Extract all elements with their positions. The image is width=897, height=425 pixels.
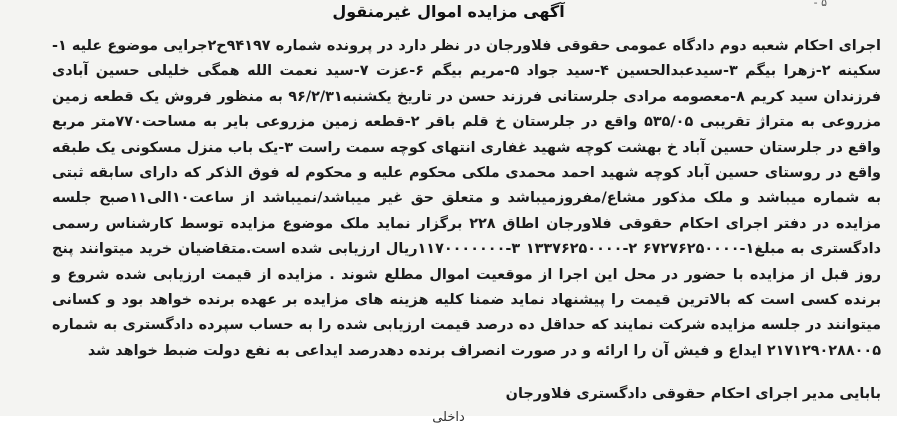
page-fragment-bottom: داخلی [432, 410, 465, 425]
page-fragment-top: - ۵ [813, 0, 827, 9]
notice-body-paragraph: اجرای احکام شعبه دوم دادگاه عمومی حقوقی فلاورجان در نظر دارد در پرونده شماره ۹۴۱۹۷ح۲جرایی موضوع علیه ۱-سکینه ۲-زهرا بیگم ۳-سیدعبدالحسین ۴-سید جواد ۵-مریم بیگم ۶-عزت ۷-سید نعمت الله همگی خلیلی حسین آبادی فرزندان سید کریم ۸-معصومه مرادی جلرستانی فرزند حسن در تاریخ یکشنبه۹۶/۲/۳۱ به منظور فروش یک قطعه زمین مزروعی به متراژ تقریبی ۵۳۵/۰۵ واقع در جلرستان خ قلم باقر ۲-قطعه زمین مزروعی بایر به مساحت۷۷۰متر مربع واقع در جلرستان حسین آباد خ بهشت کوچه شهید غفاری انتهای کوچه سمت راست ۳-یک باب منزل مسکونی یک طبقه واقع در روستای حسین آباد کوچه شهید احمد محمدی ملکی محکوم علیه و محکوم له فوق الذکر که دارای سابقه ثبتی به شماره میباشد و ملک مذکور مشاع/مفروزمیباشد و متعلق حق غیر میباشد/نمیباشد از ساعت۱۰الی۱۱صبح جلسه مزایده در دفتر اجرای احکام حقوقی فلاورجان اطاق ۲۲۸ برگزار نماید ملک موضوع مزایده توسط کارشناس رسمی دادگستری به مبلغ۱-۶۷۲۷۶۲۵۰۰۰۰ ۲-۱۳۳۷۶۲۵۰۰۰۰ ۳-۱۱۷۰۰۰۰۰۰۰ریال ارزیابی شده است.متقاضیان خرید میتوانند پنج روز قبل از مزایده با حضور در محل این اجرا از موقعیت اموال مطلع شوند . مزایده از قیمت ارزیابی شده شروع و برنده کسی است که بالاترین قیمت را پیشنهاد نماید ضمنا کلیه هزینه های مزایده بر عهده برنده خواهد بود و کسانی میتوانند در جلسه مزایده شرکت نمایند که حداقل ده درصد قیمت ارزیابی شده را به حساب سپرده دادگستری به شماره ۲۱۷۱۲۹۰۲۸۸۰۰۵ ایداع و فیش آن را ارائه و در صورت انصراف برنده دهدرصد ایداعی به نفع دولت ضبط خواهد شد [52, 38, 882, 359]
notice-body [52, 34, 881, 364]
notice-title: آگهی مزایده اموال غیرمنقول [332, 2, 565, 21]
notice-signature: بابایی مدیر اجرای احکام حقوقی دادگستری فلاورجان [505, 386, 881, 402]
